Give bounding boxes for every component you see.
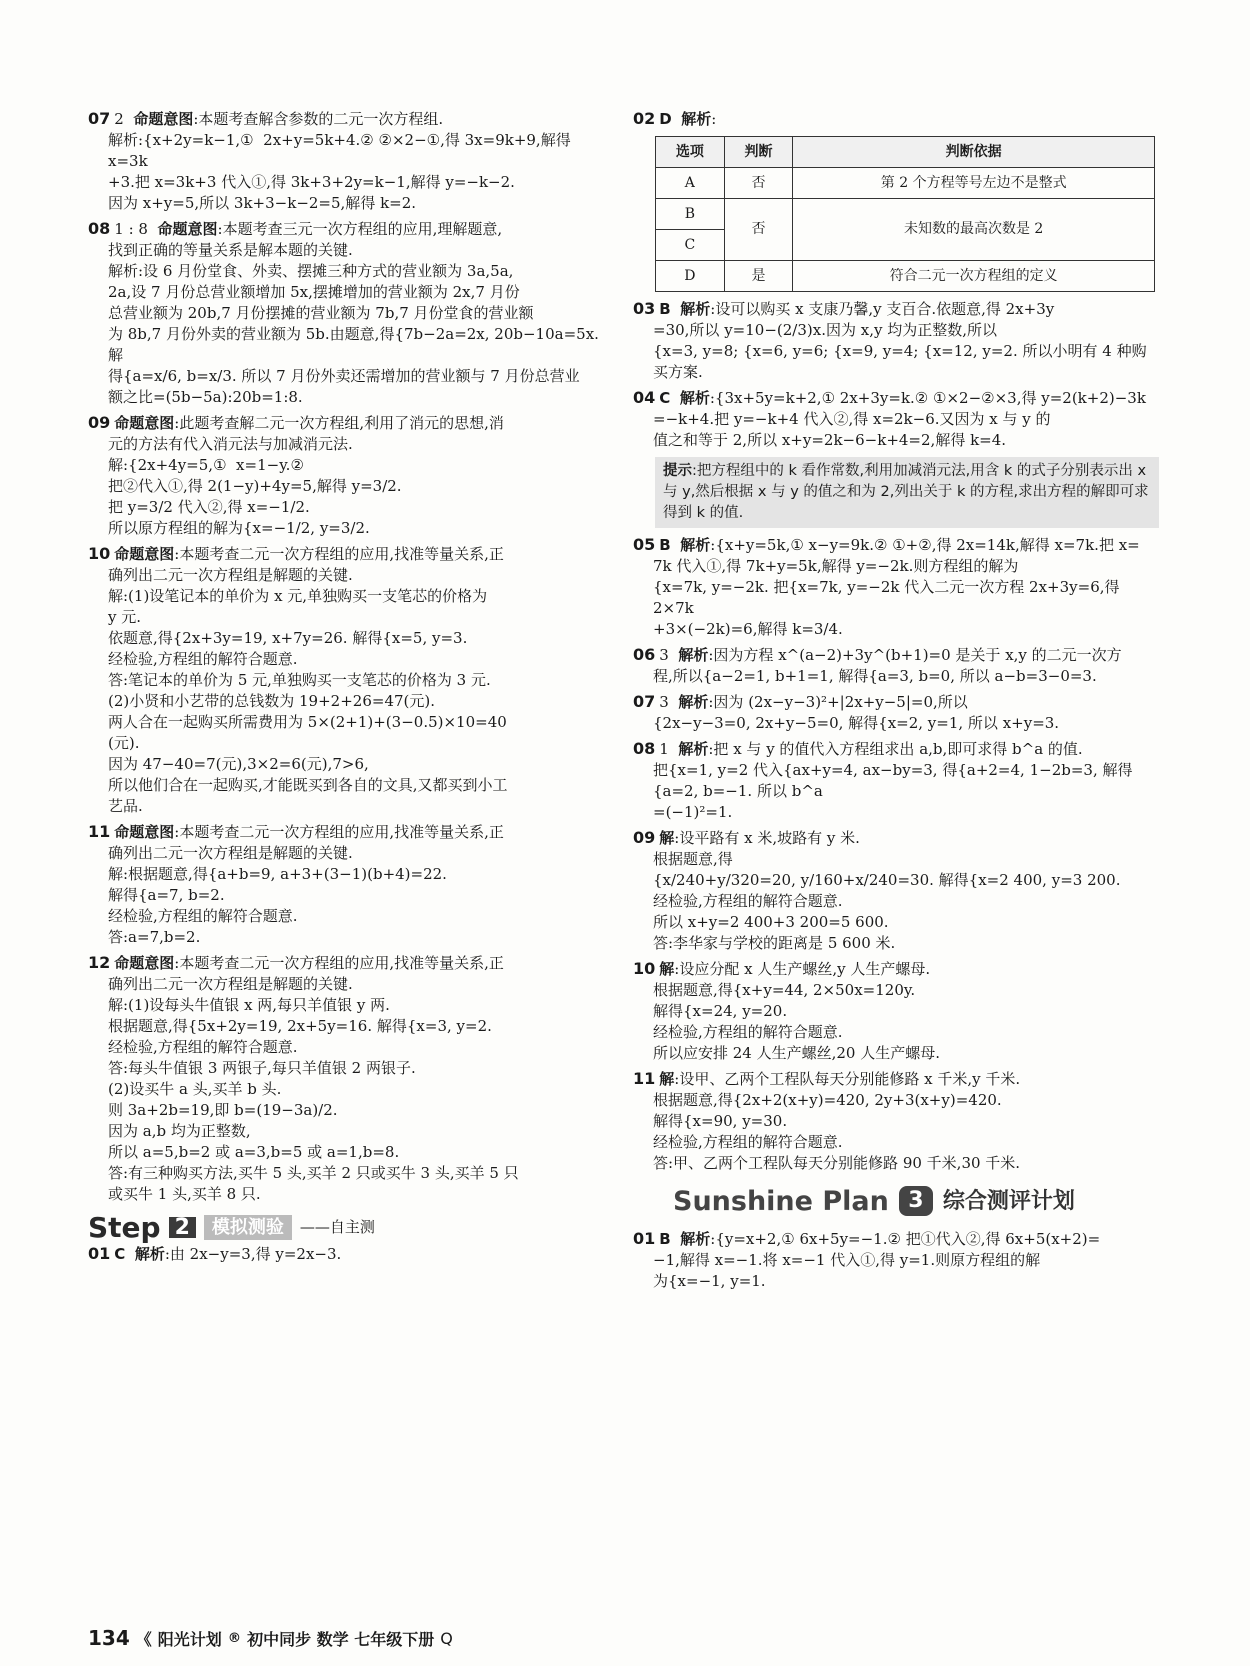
step-title: 模拟测验 [204, 1215, 292, 1240]
table-header: 判断依据 [793, 137, 1155, 168]
judgement-table [655, 136, 1155, 292]
answer-07-right: 07 3 解析:因为 (2x−y−3)²+|2x+y−5|=0,所以 {2x−y−3=0, 2x+y−5=0, 解得{x=2, y=1, 所以 x+y=3. [633, 692, 1060, 732]
edition-mark: Q [440, 1628, 453, 1648]
answer-08: 08 1 : 8 命题意图:本题考查三元一次方程组的应用,理解题意, 找到正确的等量关系是解本题的关键. 解析:设 6 月份堂食、外卖、摆摊三种方式的营业额为 3a,5a, 2a,设 7 月份总营业额增加 5x,摆摊增加的营业额为 2x,7 月份 总营业额为 20b,7 月份摆摊的营业额为 7b,7 月份堂食的营业额 为 8b,7 月份外卖的营业额为 5b.由题意,得{7b−2a=2x, 20b−10a=5x. 解 得{a=x/6, b=x/3. 所以 7 月份外卖还需增加的营业额与 7 月份总营业 额之比=(5b−5a):20b=1:8. [88, 219, 604, 406]
answer-step2-01: 01 C 解析:由 2x−y=3,得 y=2x−3. [88, 1244, 342, 1263]
plan-title: 综合测评计划 [942, 1187, 1075, 1214]
answer-06: 06 3 解析:因为方程 x^(a−2)+3y^(b+1)=0 是关于 x,y 的二元一次方 程,所以{a−2=1, b+1=1, 解得{a=3, b=0, 所以 a−b=3−0=3. [633, 645, 1122, 685]
book-title: 阳光计划 [157, 1629, 222, 1649]
sunshine-plan-logo: Sunshine Plan [673, 1185, 889, 1217]
step-subtitle: ——自主测 [299, 1217, 375, 1236]
answer-12: 12 命题意图:本题考查二元一次方程组的应用,找准等量关系,正 确列出二元一次方程组是解题的关键. 解:(1)设每头牛值银 x 两,每只羊值银 y 两. 根据题意,得{5x+2y=19, 2x+5y=16. 解得{x=3, y=2. 经检验,方程组的解符合题意. 答:每头牛值银 3 两银子,每只羊值银 2 两银子. (2)设买牛 a 头,买羊 b 头. 则 3a+2b=19,即 b=(19−3a)/2. 因为 a,b 均为正整数, 所以 a=5,b=2 或 a=3,b=5 或 a=1,b=8. 答:有三种购买方法,买牛 5 头,买羊 2 只或买牛 3 头,买羊 5 只 或买牛 1 头,买羊 8 只. [88, 953, 519, 1203]
answer-10-right: 10 解:设应分配 x 人生产螺丝,y 人生产螺母. 根据题意,得{x+y=44, 2×50x=120y. 解得{x=24, y=20. 经检验,方程组的解符合题意. 所以应安排 24 人生产螺丝,20 人生产螺母. [633, 959, 941, 1062]
answer-11-right: 11 解:设甲、乙两个工程队每天分别能修路 x 千米,y 千米. 根据题意,得{2x+2(x+y)=420, 2y+3(x+y)=420. 解得{x=90, y=30. 经检验,方程组的解符合题意. 答:甲、乙两个工程队每天分别能修路 90 千米,30 千米. [633, 1069, 1021, 1172]
double-arrow-icon: 《 [135, 1629, 152, 1649]
table-row: B 否 未知数的最高次数是 2 [656, 199, 1155, 230]
answer-10: 10 命题意图:本题考查二元一次方程组的应用,找准等量关系,正 确列出二元一次方程组是解题的关键. 解:(1)设笔记本的单价为 x 元,单独购买一支笔芯的价格为 y 元. 依题意,得{2x+3y=19, x+7y=26. 解得{x=5, y=3. 经检验,方程组的解符合题意. 答:笔记本的单价为 5 元,单独购买一支笔芯的价格为 3 元. (2)小贤和小艺带的总钱数为 19+2+26=47(元). 两人合在一起购买所需费用为 5×(2+1)+(3−0.5)×10=40 (元). 因为 47−40=7(元),3×2=6(元),7>6, 所以他们合在一起购买,才能既买到各自的文具,又都买到小工 艺品. [88, 544, 508, 815]
answer-11: 11 命题意图:本题考查二元一次方程组的应用,找准等量关系,正 确列出二元一次方程组是解题的关键. 解:根据题意,得{a+b=9, a+3+(3−1)(b+4)=22. 解得{a=7, b=2. 经检验,方程组的解符合题意. 答:a=7,b=2. [88, 822, 504, 946]
answer-09-right: 09 解:设平路有 x 米,坡路有 y 米. 根据题意,得 {x/240+y/320=20, y/160+x/240=30. 解得{x=2 400, y=3 200. 经检验,方程组的解符合题意. 所以 x+y=2 400+3 200=5 600. 答:李华家与学校的距离是 5 600 米. [633, 828, 1121, 952]
step-number: 2 [169, 1217, 196, 1238]
answer-07: 07 2 命题意图:本题考查解含参数的二元一次方程组. 解析:{x+2y=k−1,① 2x+y=5k+4.② ②×2−①,得 3x=9k+9,解得 x=3k +3.把 x=3k+3 代入①,得 3k+3+2y=k−1,解得 y=−k−2. 因为 x+y=5,所以 3k+3−k−2=5,解得 k=2. [88, 109, 576, 212]
step-word: Step [88, 1210, 161, 1244]
right-column [633, 108, 1159, 1296]
answer-plan3-01: 01 B 解析:{y=x+2,① 6x+5y=−1.② 把①代入②,得 6x+5(x+2)= −1,解得 x=−1.将 x=−1 代入①,得 y=1.则原方程组的解 为{x=−1, y=1. [633, 1229, 1101, 1290]
answer-09: 09 命题意图:此题考查解二元一次方程组,利用了消元的思想,消 元的方法有代入消元法与加减消元法. 解:{2x+4y=5,① x=1−y.② 把②代入①,得 2(1−y)+4y=5,解得 y=3/2. 把 y=3/2 代入②,得 x=−1/2. 所以原方程组的解为{x=−1/2, y=3/2. [88, 413, 504, 537]
step-2-header [88, 1211, 610, 1243]
table-header: 判断 [724, 137, 793, 168]
table-row: D 是 符合二元一次方程组的定义 [656, 261, 1155, 292]
page-footer: 134 《 阳光计划 ® 初中同步 数学 七年级下册 Q [88, 1626, 453, 1650]
plan-number: 3 [899, 1186, 933, 1216]
sunshine-plan-header [673, 1182, 1159, 1220]
table-header: 选项 [656, 137, 725, 168]
left-column [88, 108, 610, 1269]
answer-04: 04 C 解析:{3x+5y=k+2,① 2x+3y=k.② ①×2−②×3,得 y=2(k+2)−3k =−k+4.把 y=−k+4 代入②,得 x=2k−6.又因为 x 与 y 的 值之和等于 2,所以 x+y=2k−6−k+4=2,解得 k=4. [633, 388, 1146, 449]
table-row: A 否 第 2 个方程等号左边不是整式 [656, 168, 1155, 199]
series-title: 初中同步 数学 七年级下册 [247, 1629, 435, 1649]
answer-02: 02 D 解析: [633, 109, 717, 128]
answer-05: 05 B 解析:{x+y=5k,① x−y=9k.② ①+②,得 2x=14k,解得 x=7k.把 x= 7k 代入①,得 7k+y=5k,解得 y=−2k.则方程组的解为 {x=7k, y=−2k. 把{x=7k, y=−2k 代入二元一次方程 2x+3y=6,得 2×7k +3×(−2k)=6,解得 k=3/4. [633, 535, 1140, 638]
table-row: C [656, 230, 1155, 261]
hint-box: 提示:把方程组中的 k 看作常数,利用加减消元法,用含 k 的式子分别表示出 x 与 y,然后根据 x 与 y 的值之和为 2,列出关于 k 的方程,求出方程的解即可求得到 k 的值. [655, 457, 1159, 528]
answer-08-right: 08 1 解析:把 x 与 y 的值代入方程组求出 a,b,即可求得 b^a 的值. 把{x=1, y=2 代入{ax+y=4, ax−by=3, 得{a+2=4, 1−2b=3, 解得{a=2, b=−1. 所以 b^a =(−1)²=1. [633, 739, 1133, 821]
page-number: 134 [88, 1626, 130, 1650]
answer-03: 03 B 解析:设可以购买 x 支康乃馨,y 支百合.依题意,得 2x+3y =30,所以 y=10−(2/3)x.因为 x,y 均为正整数,所以 {x=3, y=8; {x=6, y=6; {x=9, y=4; {x=12, y=2. 所以小明有 4 种购买方案. [633, 299, 1147, 381]
